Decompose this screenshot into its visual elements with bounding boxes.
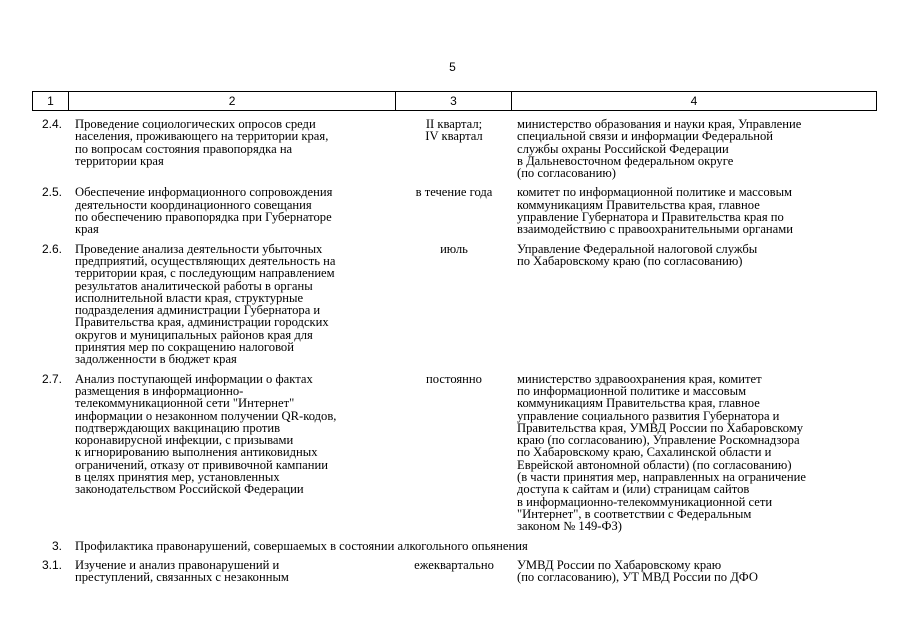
row-number: 2.4. bbox=[41, 117, 62, 131]
table-row bbox=[32, 186, 877, 235]
header-col-2: 2 bbox=[69, 92, 396, 110]
row-number: 2.5. bbox=[41, 185, 62, 200]
row-responsible: комитет по информационной политике и массовым коммуникациям Правительства края, главное управление Губернатора и Правительства края по взаимодействию с правоохранительными органами bbox=[517, 185, 793, 237]
row-activity: Проведение анализа деятельности убыточных предприятий, осуществляющих деятельность на территории края, с последующим направлением результатов аналитической работы в органы исполнительной власти края, структурные подразделения администрации Губернатора и Правительства края, администрации городских округов и муниципальных районов края для принятия мер по сокращению налоговой задолженности в бюджет края bbox=[75, 241, 336, 367]
table-row bbox=[32, 243, 877, 366]
section-title: Профилактика правонарушений, совершаемых в состоянии алкогольного опьянения bbox=[75, 538, 528, 553]
row-activity: Обеспечение информационного сопровождения деятельности координационного совещания по обеспечению правопорядка при Губернаторе края bbox=[75, 185, 333, 237]
row-number: 2.6. bbox=[41, 241, 62, 256]
page-number: 5 bbox=[449, 60, 456, 74]
row-number: 2.7. bbox=[41, 371, 62, 386]
table-row bbox=[32, 559, 877, 584]
row-term: июль bbox=[440, 241, 468, 256]
header-col-3: 3 bbox=[396, 92, 512, 110]
row-number: 3.1. bbox=[41, 557, 62, 572]
row-activity: Изучение и анализ правонарушений и преступлений, связанных с незаконным bbox=[75, 557, 289, 585]
table-body bbox=[32, 118, 877, 590]
header-col-1: 1 bbox=[33, 92, 69, 110]
row-activity: Анализ поступающей информации о фактах размещения в информационно- телекоммуникационной сети "Интернет" информации о незаконном получении QR-кодов, подтверждающих вакцинацию против коронавирусной инфекции, с призывами к игнорированию выполнения антиковидных ограничений, отказу от прививочной кампании в целях принятия мер, установленных законодательством Российской Федерации bbox=[75, 371, 337, 497]
section-heading bbox=[32, 540, 877, 552]
section-number: 3. bbox=[51, 538, 62, 553]
row-responsible: министерство здравоохранения края, комитет по информационной политике и массовым коммуникациям Правительства края, главное управление социального развития Губернатора и Правительства края, УМВД России по Хабаровскому краю (по согласованию), Управление Роскомнадзора по Хабаровскому краю, Сахалинской области и Еврейской автономной области) (по согласованию) (в части принятия мер, направленных на ограничение доступа к сайтам и (или) страницам сайтов в информационно-телекоммуникационной сети "Интернет", в соответствии с Федеральным законом № 149-ФЗ) bbox=[517, 371, 806, 534]
table-row bbox=[32, 373, 877, 533]
header-col-4: 4 bbox=[690, 94, 698, 108]
row-term: ежеквартально bbox=[414, 557, 494, 572]
row-term: II квартал; IV квартал bbox=[425, 117, 483, 144]
row-responsible: министерство образования и науки края, Управление специальной связи и информации Федеральной службы охраны Российской Федерации в Дальневосточном федеральном округе (по согласованию) bbox=[517, 117, 802, 181]
row-term: постоянно bbox=[426, 371, 482, 386]
row-responsible: Управление Федеральной налоговой службы по Хабаровскому краю (по согласованию) bbox=[517, 241, 758, 268]
row-term: в течение года bbox=[415, 185, 493, 200]
table-header bbox=[32, 91, 877, 111]
table-row bbox=[32, 118, 877, 179]
row-activity: Проведение социологических опросов среди населения, проживающего на территории края, по вопросам состояния правопорядка на территории края bbox=[75, 117, 329, 168]
row-responsible: УМВД России по Хабаровскому краю (по согласованию), УТ МВД России по ДФО bbox=[517, 557, 758, 585]
